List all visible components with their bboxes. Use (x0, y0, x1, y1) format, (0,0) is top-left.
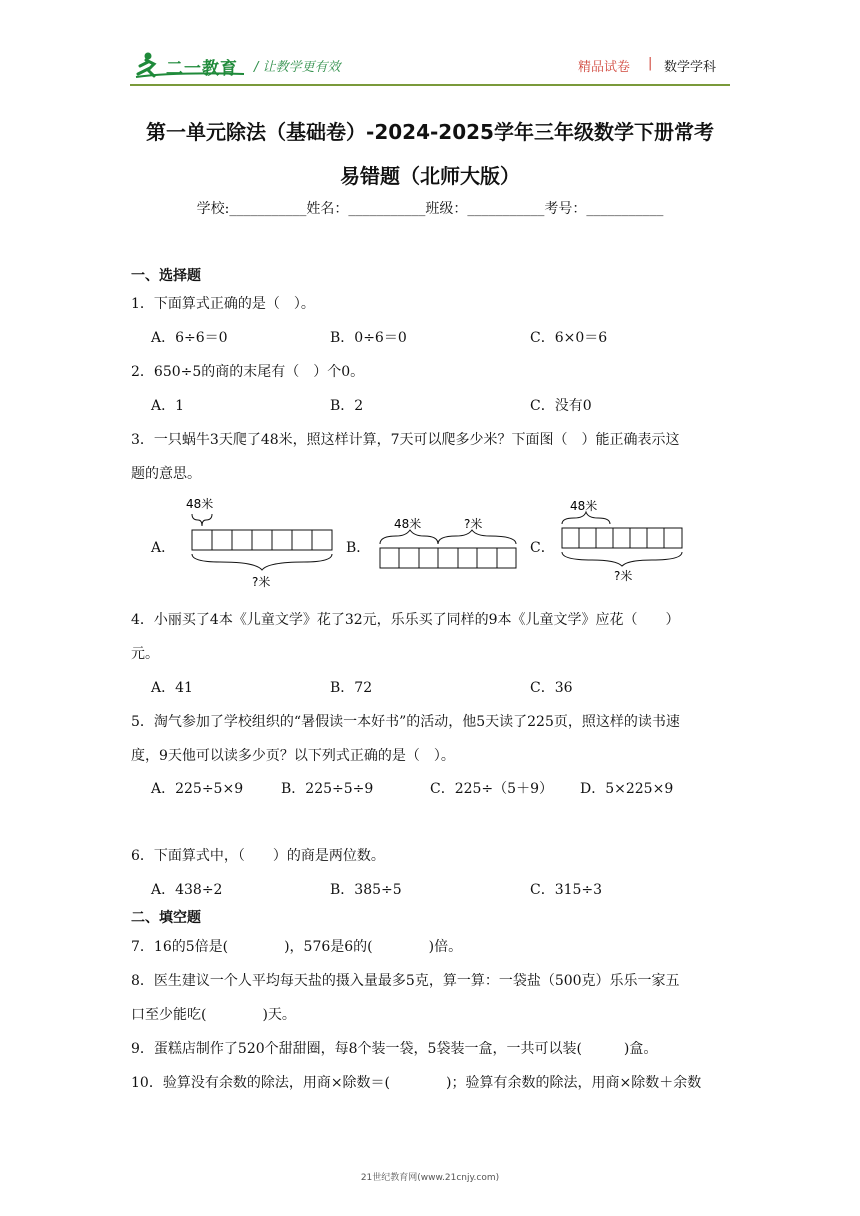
slogan: / 让教学更有效 (254, 60, 341, 75)
q5-option-b[interactable]: B．225÷5÷9 (281, 781, 374, 797)
fig-a-top-label: 48米 (186, 497, 214, 511)
q4-option-c[interactable]: C．36 (530, 680, 573, 696)
fig-a-dividers (212, 530, 312, 550)
question-1: 1．下面算式正确的是（ ）。 (131, 296, 315, 312)
header-separator: | (648, 56, 653, 71)
q3-figure-c (556, 494, 696, 586)
fig-a-bottom-brace (192, 554, 332, 570)
question-3-line1: 3．一只蜗牛3天爬了48米，照这样计算，7天可以爬多少米？下面图（ ）能正确表示这 (131, 432, 680, 448)
q1-option-b[interactable]: B．0÷6＝0 (330, 330, 407, 346)
question-2: 2．650÷5的商的末尾有（ ）个0。 (131, 364, 365, 380)
q5-option-a[interactable]: A．225÷5×9 (151, 781, 244, 797)
q6-option-c[interactable]: C．315÷3 (530, 882, 603, 898)
question-5-line1: 5．淘气参加了学校组织的“暑假读一本好书”的活动，他5天读了225页，照这样的读书速 (131, 714, 680, 730)
page-title-line1: 第一单元除法（基础卷）-2024-2025学年三年级数学下册常考 (146, 120, 714, 144)
fig-b-right-brace (438, 530, 516, 544)
fig-b-right-label: ?米 (464, 517, 483, 531)
fig-a-top-brace (192, 514, 212, 526)
q4-option-a[interactable]: A．41 (151, 680, 193, 696)
q2-option-c[interactable]: C．没有0 (530, 398, 592, 414)
fig-b-bar (380, 548, 516, 568)
question-9: 9．蛋糕店制作了520个甜甜圈，每8个装一袋，5袋装一盒，一共可以装( )盒。 (131, 1041, 658, 1057)
q3-figure-a (180, 492, 340, 592)
q1-option-a[interactable]: A．6÷6＝0 (151, 330, 228, 346)
fig-c-bottom-brace (562, 552, 682, 566)
student-info-line: 学校:___________姓名：___________班级：___________考号：___________ (196, 201, 664, 217)
fig-a-bar (192, 530, 332, 550)
question-8-line2: 口至少能吃( )天。 (131, 1007, 296, 1023)
fig-b-dividers (399, 548, 497, 568)
q1-option-c[interactable]: C．6×0＝6 (530, 330, 608, 346)
section-heading-fill: 二、填空题 (131, 910, 201, 926)
fig-c-bottom-label: ?米 (614, 569, 633, 583)
q4-option-b[interactable]: B．72 (330, 680, 373, 696)
header-subject: 数学学科 (664, 60, 717, 75)
q2-option-b[interactable]: B．2 (330, 398, 364, 414)
question-6: 6．下面算式中，（ ）的商是两位数。 (131, 848, 385, 864)
q3-option-b-label[interactable]: B． (346, 540, 371, 556)
question-5-line2: 度，9天他可以读多少页？以下列式正确的是（ ）。 (131, 748, 455, 764)
logo-text: 二一教育 (166, 59, 238, 79)
q6-option-a[interactable]: A．438÷2 (151, 882, 223, 898)
question-10: 10．验算没有余数的除法，用商×除数＝( )；验算有余数的除法，用商×除数＋余数 (131, 1075, 702, 1091)
question-3-line2: 题的意思。 (131, 466, 201, 482)
section-heading-choice: 一、选择题 (131, 268, 201, 284)
page-title-line2: 易错题（北师大版） (340, 164, 520, 188)
fig-a-bottom-label: ?米 (252, 575, 271, 589)
q6-option-b[interactable]: B．385÷5 (330, 882, 402, 898)
q3-figure-b (372, 510, 522, 574)
q5-option-c[interactable]: C．225÷（5＋9） (430, 781, 553, 797)
q2-option-a[interactable]: A．1 (151, 398, 185, 414)
fig-c-top-label: 48米 (570, 499, 598, 513)
footer-source: 21世纪教育网(www.21cnjy.com) (360, 1173, 500, 1183)
q3-option-a-label[interactable]: A． (151, 540, 176, 556)
fig-c-dividers (579, 528, 664, 548)
question-8-line1: 8．医生建议一个人平均每天盐的摄入量最多5克，算一算：一袋盐（500克）乐乐一家五 (131, 973, 680, 989)
question-4-line2: 元。 (131, 646, 159, 662)
fig-c-top-brace (562, 512, 610, 524)
fig-b-left-label: 48米 (394, 517, 422, 531)
header-divider (130, 84, 730, 86)
header-badge-premium: 精品试卷 (578, 60, 631, 75)
q5-option-d[interactable]: D．5×225×9 (580, 781, 674, 797)
fig-b-left-brace (380, 530, 438, 544)
question-7: 7．16的5倍是( )，576是6的( )倍。 (131, 939, 463, 955)
q3-option-c-label[interactable]: C． (530, 540, 555, 556)
question-4-line1: 4．小丽买了4本《儿童文学》花了32元，乐乐买了同样的9本《儿童文学》应花（ ） (131, 612, 680, 628)
